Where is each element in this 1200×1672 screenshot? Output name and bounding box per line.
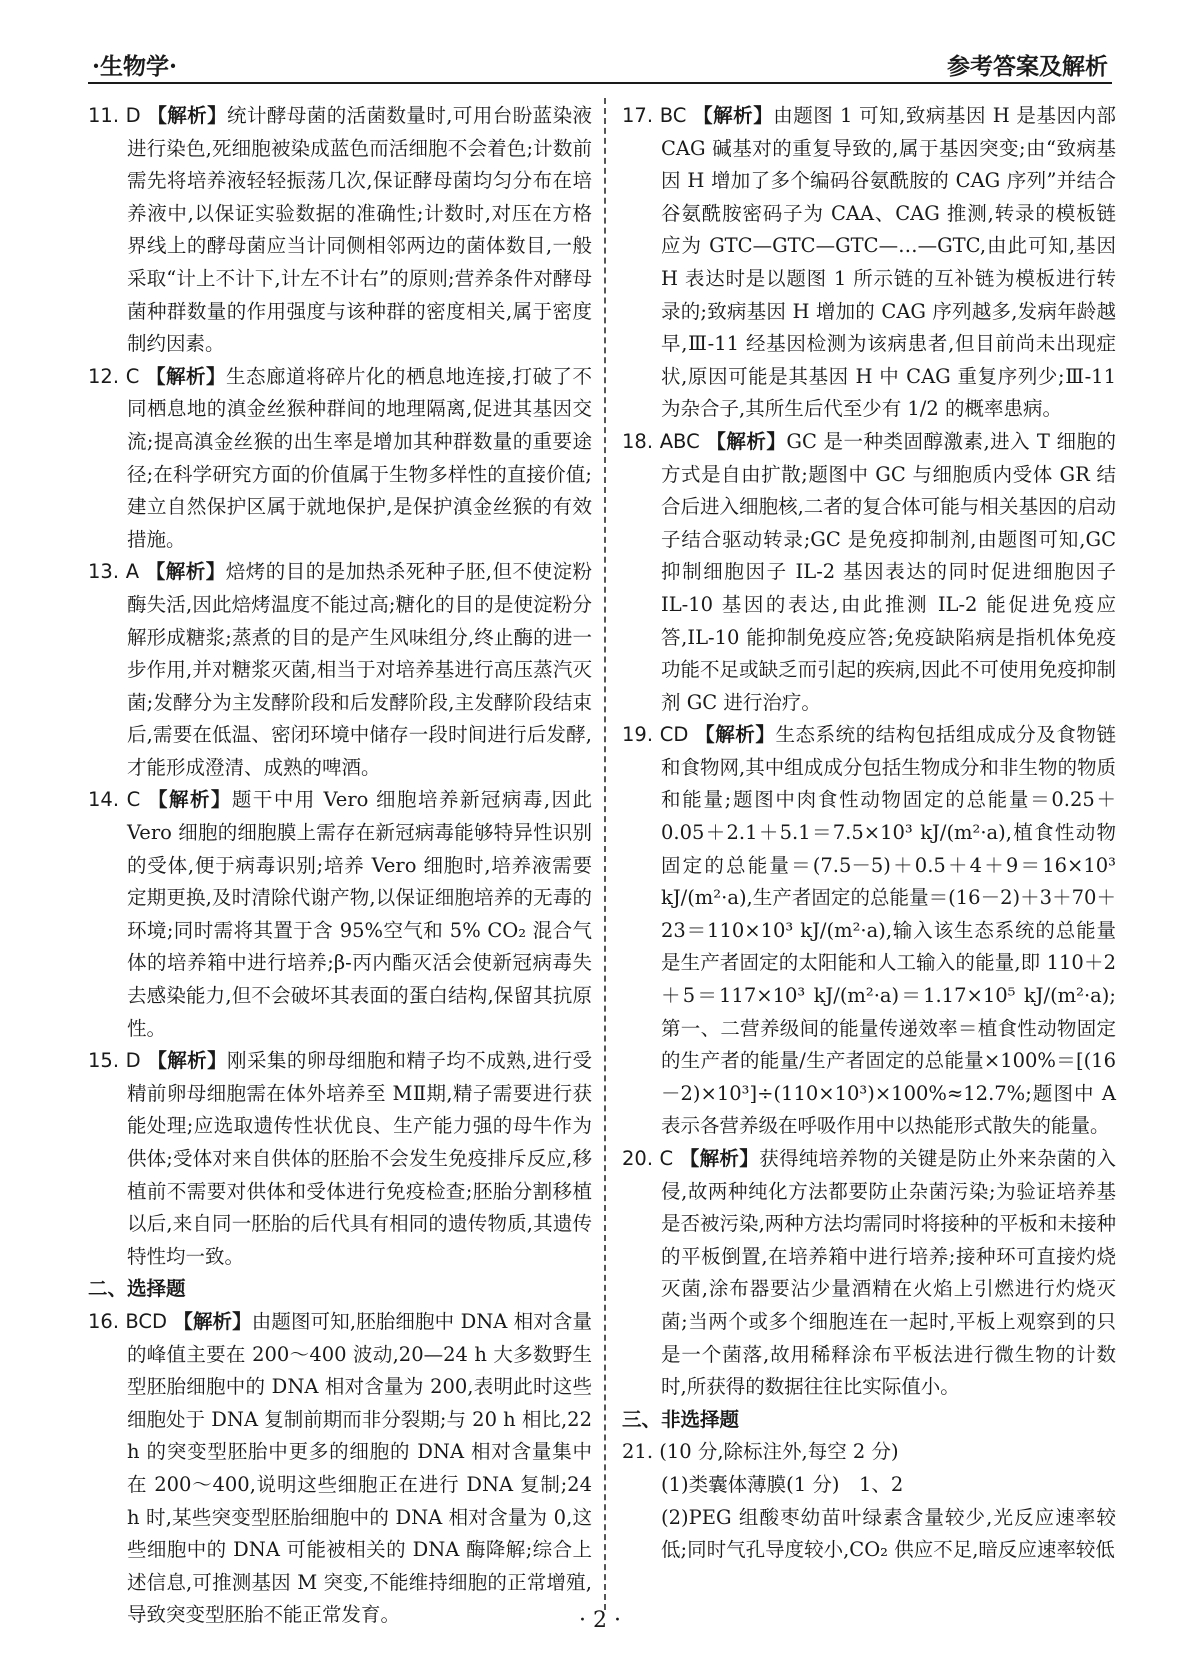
answer-item-18: 18. ABC 【解析】GC 是一种类固醇激素,进入 T 细胞的方式是自由扩散;题图中 GC 与细胞质内受体 GR 结合后进入细胞核,二者的复合体可能与相关基因的启动子结合驱动转录;GC 是免疫抑制剂,由题图可知,GC 抑制细胞因子 IL-2 基因表达的同时促进细胞因子 IL-10 基因的表达,由此推测 IL-2 能促进免疫应答,IL-10 能抑制免疫应答;免疫缺陷病是指机体免疫功能不足或缺乏而引起的疾病,因此不可使用免疫抑制剂 GC 进行治疗。 bbox=[622, 429, 1117, 714]
answer-item-19: 19. CD 【解析】生态系统的结构包括组成成分及食物链和食物网,其中组成成分包括生物成分和非生物的物质和能量;题图中肉食性动物固定的总能量＝0.25＋0.05＋2.1＋5.1＝7.5×10³ kJ/(m²·a),植食性动物固定的总能量＝(7.5－5)＋0.5＋4＋9＝16×10³ kJ/(m²·a),生产者固定的总能量＝(16－2)＋3＋70＋23＝110×10³ kJ/(m²·a),输入该生态系统的总能量是生产者固定的太阳能和人工输入的能量,即 110＋2＋5＝117×10³ kJ/(m²·a)＝1.17×10⁵ kJ/(m²·a);第一、二营养级间的能量传递效率＝植食性动物固定的生产者的能量/生产者固定的总能量×100%＝[(16－2)×10³]÷(110×10³)×100%≈12.7%;题图中 A 表示各营养级在呼吸作用中以热能形式散失的能量。 bbox=[622, 723, 1116, 1138]
section-heading-3: 三、非选择题 bbox=[622, 1407, 740, 1431]
column-divider bbox=[604, 98, 606, 1610]
answer-item-14: 14. C 【解析】题干中用 Vero 细胞培养新冠病毒,因此 Vero 细胞的细胞膜上需存在新冠病毒能够特异性识别的受体,便于病毒识别;培养 Vero 细胞时,培养液需要定期更换,及时清除代谢产物,以保证细胞培养的无毒的环境;同时需将其置于含 95%空气和 5% CO₂ 混合气体的培养箱中进行培养;β-丙内酯灭活会使新冠病毒失去感染能力,但不会破坏其表面的蛋白结构,保留其抗原性。 bbox=[88, 788, 592, 1040]
answer-item-16: 16. BCD 【解析】由题图可知,胚胎细胞中 DNA 相对含量的峰值主要在 200～400 波动,20—24 h 大多数野生型胚胎细胞中的 DNA 相对含量为 200,表明此时这些细胞处于 DNA 复制前期而非分裂期;与 20 h 相比,22 h 的突变型胚胎中更多的细胞的 DNA 相对含量集中在 200～400,说明这些细胞正在进行 DNA 复制;24 h 时,某些突变型胚胎细胞中的 DNA 相对含量为 0,这些细胞中的 DNA 可能被相关的 DNA 酶降解;综合上述信息,可推测基因 M 突变,不能维持细胞的正常增殖,导致突变型胚胎不能正常发育。 bbox=[88, 1309, 593, 1627]
answer-item-21-head: 21. (10 分,除标注外,每空 2 分) bbox=[622, 1440, 899, 1464]
right-column bbox=[622, 100, 1116, 1567]
answer-item-12: 12. C 【解析】生态廊道将碎片化的栖息地连接,打破了不同栖息地的滇金丝猴种群间的地理隔离,促进其基因交流;提高滇金丝猴的出生率是增加其种群数量的重要途径;在科学研究方面的价值属于生物多样性的直接价值;建立自然保护区属于就地保护,是保护滇金丝猴的有效措施。 bbox=[88, 364, 593, 551]
answer-item-21-part1: (1)类囊体薄膜(1 分) 1、2 bbox=[661, 1472, 904, 1496]
subject-title: ·生物学· bbox=[92, 53, 178, 80]
page-header bbox=[88, 42, 1112, 84]
left-column bbox=[88, 100, 592, 1632]
page-number: · 2 · bbox=[579, 1608, 621, 1633]
answer-item-11: 11. D 【解析】统计酵母菌的活菌数量时,可用台盼蓝染液进行染色,死细胞被染成蓝色而活细胞不会着色;计数前需先将培养液轻轻振荡几次,保证酵母菌均匀分布在培养液中,以保证实验数据的准确性;计数时,对压在方格界线上的酵母菌应当计同侧相邻两边的菌体数目,一般采取“计上不计下,计左不计右”的原则;营养条件对酵母菌种群数量的作用强度与该种群的密度相关,属于密度制约因素。 bbox=[88, 104, 593, 356]
answer-item-17: 17. BC 【解析】由题图 1 可知,致病基因 H 是基因内部 CAG 碱基对的重复导致的,属于基因突变;由“致病基因 H 增加了多个编码谷氨酰胺的 CAG 序列”并结合谷氨酰胺密码子为 CAA、CAG 推测,转录的模板链应为 GTC—GTC—GTC—…—GTC,由此可知,基因 H 表达时是以题图 1 所示链的互补链为模板进行转录的;致病基因 H 增加的 CAG 序列越多,发病年龄越早,Ⅲ-11 经基因检测为该病患者,但目前尚未出现症状,原因可能是其基因 H 中 CAG 重复序列少;Ⅲ-11 为杂合子,其所生后代至少有 1/2 的概率患病。 bbox=[622, 104, 1116, 421]
answer-item-13: 13. A 【解析】焙烤的目的是加热杀死种子胚,但不使淀粉酶失活,因此焙烤温度不能过高;糖化的目的是使淀粉分解形成糖浆;蒸煮的目的是产生风味组分,终止酶的进一步作用,并对糖浆灭菌,相当于对培养基进行高压蒸汽灭菌;发酵分为主发酵阶段和后发酵阶段,主发酵阶段结束后,需要在低温、密闭环境中储存一段时间进行后发酵,才能形成澄清、成熟的啤酒。 bbox=[88, 560, 592, 779]
answer-item-15: 15. D 【解析】刚采集的卵母细胞和精子均不成熟,进行受精前卵母细胞需在体外培养至 MⅡ期,精子需要进行获能处理;应选取遗传性状优良、生产能力强的母牛作为供体;受体对来自供体的胚胎不会发生免疫排斥反应,移植前不需要对供体和受体进行免疫检查;胚胎分割移植以后,来自同一胚胎的后代具有相同的遗传物质,其遗传特性均一致。 bbox=[88, 1049, 593, 1268]
answer-item-21-part2: (2)PEG 组酸枣幼苗叶绿素含量较少,光反应速率较低;同时气孔导度较小,CO₂ 供应不足,暗反应速率较低 bbox=[661, 1505, 1116, 1562]
answer-item-20: 20. C 【解析】获得纯培养物的关键是防止外来杂菌的入侵,故两种纯化方法都要防止杂菌污染;为验证培养基是否被污染,两种方法均需同时将接种的平板和未接种的平板倒置,在培养箱中进行培养;接种环可直接灼烧灭菌,涂布器要沾少量酒精在火焰上引燃进行灼烧灭菌;当两个或多个细胞连在一起时,平板上观察到的只是一个菌落,故用稀释涂布平板法进行微生物的计数时,所获得的数据往往比实际值小。 bbox=[622, 1147, 1116, 1399]
section-title: 参考答案及解析 bbox=[947, 53, 1108, 80]
section-heading-2: 二、选择题 bbox=[88, 1277, 186, 1301]
